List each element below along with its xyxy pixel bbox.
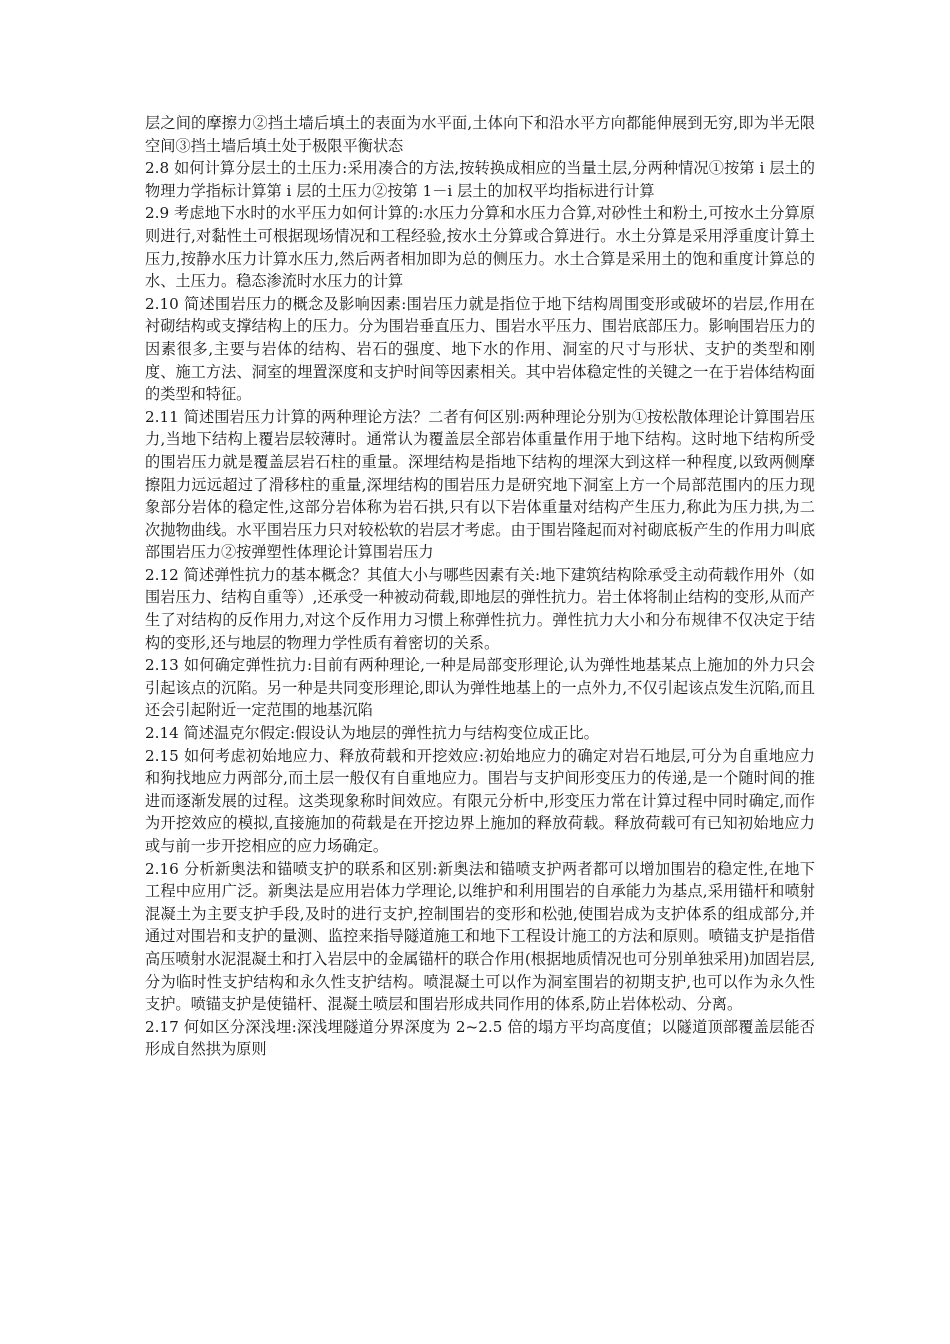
paragraph-2-8: 2.8 如何计算分层土的土压力:采用凑合的方法,按转换成相应的当量土层,分两种情况①按第 i 层土的物理力学指标计算第 i 层的土压力②按第 1－i 层土的加权平均指标进行计算	[145, 159, 815, 200]
paragraph-2-10: 2.10 简述围岩压力的概念及影响因素:围岩压力就是指位于地下结构周围变形或破坏的岩层,作用在衬砌结构或支撑结构上的压力。分为围岩垂直压力、围岩水平压力、围岩底部压力。影响围岩压力的因素很多,主要与岩体的结构、岩石的强度、地下水的作用、洞室的尺寸与形状、支护的类型和刚度、施工方法、洞室的埋置深度和支护时间等因素相关。其中岩体稳定性的关键之一在于岩体结构面的类型和特征。	[145, 294, 815, 404]
paragraph-2-16: 2.16 分析新奥法和锚喷支护的联系和区别:新奥法和锚喷支护两者都可以增加围岩的稳定性,在地下工程中应用广泛。新奥法是应用岩体力学理论,以维护和利用围岩的自承能力为基点,采用锚杆和喷射混凝土为主要支护手段,及时的进行支护,控制围岩的变形和松弛,使围岩成为支护体系的组成部分,并通过对围岩和支护的量测、监控来指导隧道施工和地下工程设计施工的方法和原则。喷锚支护是指借高压喷射水泥混凝土和打入岩层中的金属锚杆的联合作用(根据地质情况也可分别单独采用)加固岩层,分为临时性支护结构和永久性支护结构。喷混凝土可以作为洞室围岩的初期支护,也可以作为永久性支护。喷锚支护是使锚杆、混凝土喷层和围岩形成共同作用的体系,防止岩体松动、分离。	[145, 859, 815, 1014]
paragraph-2-17: 2.17 何如区分深浅埋:深浅埋隧道分界深度为 2~2.5 倍的塌方平均高度值；以隧道顶部覆盖层能否形成自然拱为原则	[145, 1017, 815, 1059]
paragraph-2-9: 2.9 考虑地下水时的水平压力如何计算的:水压力分算和水压力合算,对砂性土和粉土,可按水土分算原则进行,对黏性土可根据现场情况和工程经验,按水土分算或合算进行。水土分算是采用浮重度计算土压力,按静水压力计算水压力,然后两者相加即为总的侧压力。水土合算是采用土的饱和重度计算总的水、土压力。稳态渗流时水压力的计算	[145, 204, 815, 291]
paragraph-2-11: 2.11 简述围岩压力计算的两种理论方法？二者有何区别:两种理论分别为①按松散体理论计算围岩压力,当地下结构上覆岩层较薄时。通常认为覆盖层全部岩体重量作用于地下结构。这时地下结构所受的围岩压力就是覆盖层岩石柱的重量。深埋结构是指地下结构的埋深大到这样一种程度,以致两侧摩擦阻力远远超过了滑移柱的重量,深埋结构的围岩压力是研究地下洞室上方一个局部范围内的压力现象部分岩体的稳定性,这部分岩体称为岩石拱,只有以下岩体重量对结构产生压力,称此为压力拱,为二次抛物曲线。水平围岩压力只对较松软的岩层才考虑。由于围岩隆起而对衬砌底板产生的作用力叫底部围岩压力②按弹塑性体理论计算围岩压力	[145, 407, 815, 562]
paragraph-2-13: 2.13 如何确定弹性抗力:目前有两种理论,一种是局部变形理论,认为弹性地基某点上施加的外力只会引起该点的沉陷。另一种是共同变形理论,即认为弹性地基上的一点外力,不仅引起该点发生沉陷,而且还会引起附近一定范围的地基沉陷	[145, 656, 815, 720]
paragraph-2-14: 2.14 简述温克尔假定:假设认为地层的弹性抗力与结构变位成正比。	[145, 724, 599, 743]
paragraph-2-15: 2.15 如何考虑初始地应力、释放荷载和开挖效应:初始地应力的确定对岩石地层,可分为自重地应力和狗找地应力两部分,而土层一般仅有自重地应力。围岩与支护间形变压力的传递,是一个随时间的推进而逐渐发展的过程。这类现象称时间效应。有限元分析中,形变压力常在计算过程中同时确定,而作为开挖效应的模拟,直接施加的荷载是在开挖边界上施加的释放荷载。释放荷载可有已知初始地应力或与前一步开挖相应的应力场确定。	[145, 746, 815, 855]
paragraph-continuation: 层之间的摩擦力②挡土墙后填土的表面为水平面,土体向下和沿水平方向都能伸展到无穷,即为半无限空间③挡土墙后填土处于极限平衡状态	[145, 114, 815, 155]
document-body	[145, 112, 815, 1061]
paragraph-2-12: 2.12 简述弹性抗力的基本概念？其值大小与哪些因素有关:地下建筑结构除承受主动荷载作用外（如围岩压力、结构自重等）,还承受一种被动荷载,即地层的弹性抗力。岩土体将制止结构的变形,从而产生了对结构的反作用力,对这个反作用力习惯上称弹性抗力。弹性抗力大小和分布规律不仅决定于结构的变形,还与地层的物理力学性质有着密切的关系。	[145, 565, 815, 652]
